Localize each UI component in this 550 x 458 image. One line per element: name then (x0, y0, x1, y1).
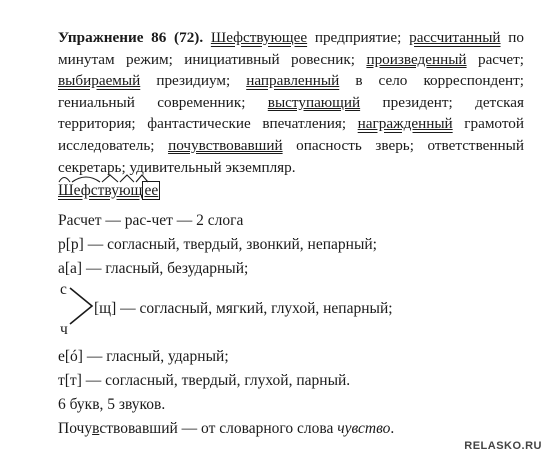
ending-box: ее (144, 182, 159, 199)
analysis-line-3: а[а] — гласный, безударный; (58, 260, 249, 277)
word-nagrazhdennyi: награжденный (357, 115, 453, 133)
watermark: RELASKO.RU (464, 440, 542, 452)
letter-ch: ч (60, 321, 68, 338)
word-vystupayushchii: выступающий (267, 93, 361, 111)
word-vybiraemyi: выбираемый (58, 72, 141, 90)
merge-bracket-icon (68, 286, 96, 326)
word-proizvedennyi: произведенный (366, 50, 467, 68)
letter-s: с (60, 281, 67, 298)
word-pochuvstvovavshii: почувствовавший (168, 136, 283, 154)
word-shefstvuyushchee: Шефствующее (210, 29, 308, 46)
analysis-line-7: Почувствовавший — от словарного слова чувство. (58, 420, 395, 437)
analysis-line-1: Расчет — рас-чет — 2 слога (58, 212, 244, 229)
analysis-line-sch: [щ] — согласный, мягкий, глухой, непарный; (94, 300, 393, 317)
analysis-line-6: 6 букв, 5 звуков. (58, 396, 166, 413)
word-napravlennyi: направленный (246, 72, 340, 90)
underlined-letter: в (92, 420, 100, 437)
parsed-word: Шефствующ ее (58, 182, 159, 199)
exercise-title: Упражнение 86 (72). (58, 29, 204, 46)
word-rasschitannyi: рассчитанный (409, 29, 501, 46)
analysis-line-4: е[ó] — гласный, ударный; (58, 348, 229, 365)
analysis-line-5: т[т] — согласный, твердый, глухой, парный. (58, 372, 351, 389)
exercise-text: Упражнение 86 (72). Шефствующее предприятие; рассчитанный по минутам режим; инициативный ровесник; произведенный расчет; выбираемый президиум; направленный в село корреспондент; гениальный современник; выступающий президент; детская территория; фантастические впечатления; награжденный грамотой исследователь; почувствовавший опасность зверь; ответственный секретарь; удивительный экземпляр. (58, 29, 524, 176)
analysis-line-2: р[р] — согласный, твердый, звонкий, непарный; (58, 236, 377, 253)
